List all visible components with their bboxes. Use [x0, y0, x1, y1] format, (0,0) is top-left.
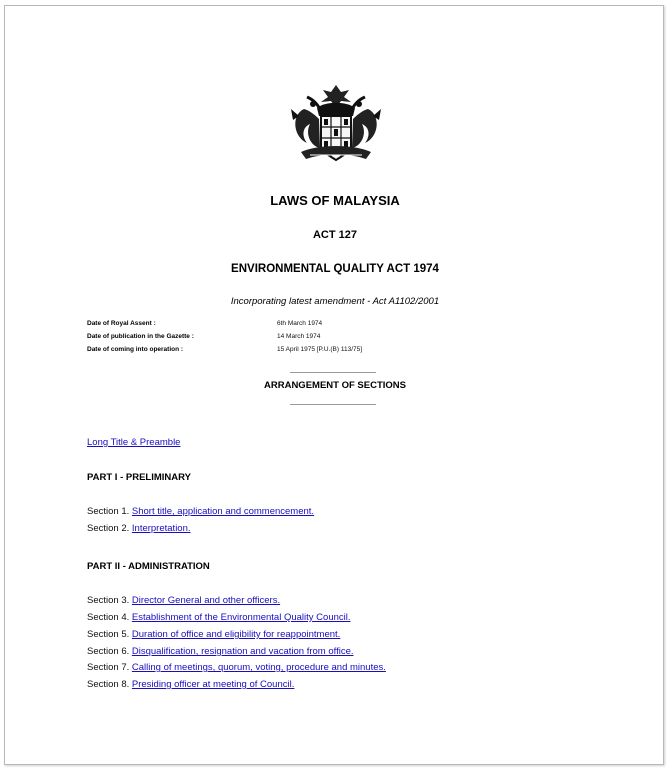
section-link-7[interactable]: Calling of meetings, quorum, voting, procedure and minutes.: [131, 662, 386, 673]
section-link-6[interactable]: Disqualification, resignation and vacation from office.: [131, 646, 354, 657]
section-row-3: [87, 594, 280, 608]
section-row-1: [87, 505, 314, 519]
section-link-1[interactable]: Short title, application and commencement.: [131, 506, 315, 517]
section-number-7: Section 7.: [87, 662, 130, 673]
long-title-preamble-link[interactable]: Long Title & Preamble: [87, 437, 181, 448]
upper-divider: [290, 372, 376, 373]
section-row-6: [87, 645, 354, 659]
act-number: ACT 127: [312, 229, 358, 241]
part-two-heading: PART II - ADMINISTRATION: [87, 561, 210, 572]
section-number-2: Section 2.: [87, 523, 130, 534]
royal-assent-label: Date of Royal Assent :: [87, 320, 156, 327]
coming-into-operation-value: 15 April 1975 [P.U.(B) 113/75]: [277, 346, 363, 353]
section-link-4[interactable]: Establishment of the Environmental Quality Council.: [131, 612, 351, 623]
section-row-8: [87, 678, 294, 692]
part-one-heading: PART I - PRELIMINARY: [87, 472, 191, 483]
coming-into-operation-label: Date of coming into operation :: [87, 346, 184, 353]
section-row-7: [87, 661, 386, 675]
section-number-8: Section 8.: [87, 679, 130, 690]
act-name: ENVIRONMENTAL QUALITY ACT 1974: [231, 263, 439, 275]
section-number-5: Section 5.: [87, 629, 130, 640]
document-title: LAWS OF MALAYSIA: [270, 193, 400, 208]
arrangement-heading: ARRANGEMENT OF SECTIONS: [264, 380, 406, 391]
section-link-8[interactable]: Presiding officer at meeting of Council.: [131, 679, 295, 690]
section-number-1: Section 1.: [87, 506, 130, 517]
section-row-2: [87, 522, 191, 536]
amendment-note: Incorporating latest amendment - Act A1102/2001: [230, 296, 440, 307]
malaysia-coat-of-arms-icon: [283, 82, 389, 166]
gazette-publication-label: Date of publication in the Gazette :: [87, 333, 194, 340]
lower-divider: [290, 404, 376, 405]
section-number-3: Section 3.: [87, 595, 130, 606]
section-row-5: [87, 628, 340, 642]
document-page: [4, 5, 664, 765]
royal-assent-value: 6th March 1974: [277, 320, 323, 327]
gazette-publication-value: 14 March 1974: [277, 333, 321, 340]
section-link-3[interactable]: Director General and other officers.: [131, 595, 281, 606]
section-link-2[interactable]: Interpretation.: [131, 523, 191, 534]
section-link-5[interactable]: Duration of office and eligibility for reappointment.: [131, 629, 341, 640]
section-number-6: Section 6.: [87, 646, 130, 657]
section-row-4: [87, 611, 351, 625]
section-number-4: Section 4.: [87, 612, 130, 623]
